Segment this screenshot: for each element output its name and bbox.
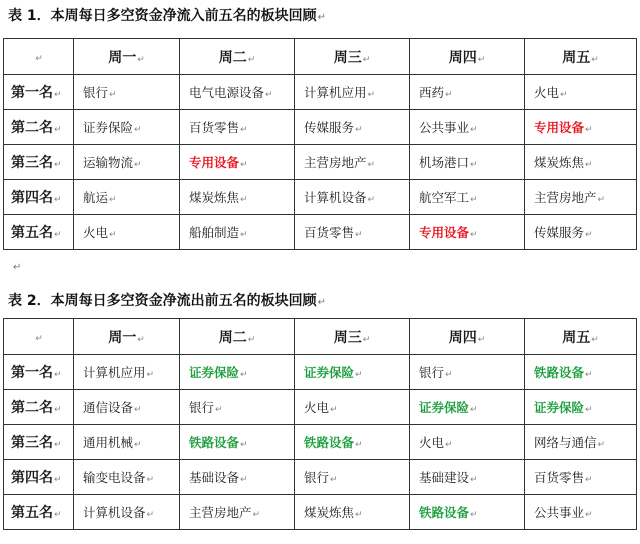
day-header-label: 周三	[333, 329, 362, 346]
sector-cell	[410, 180, 525, 215]
sector-cell	[525, 75, 637, 110]
sector-cell	[180, 495, 295, 530]
rank-label: 第三名	[11, 155, 53, 171]
day-header-cell	[410, 39, 525, 75]
cell-end-mark: ↵	[585, 160, 593, 170]
cell-end-mark: ↵	[470, 510, 478, 520]
sector-name: 百货零售	[534, 470, 585, 485]
cell-end-mark: ↵	[109, 90, 117, 100]
table-row	[4, 180, 637, 215]
cell-end-mark: ↵	[54, 90, 62, 100]
sector-name: 传媒服务	[534, 225, 585, 240]
sector-name: 航空军工	[419, 190, 470, 205]
sector-cell	[74, 145, 180, 180]
day-header-label: 周四	[448, 329, 477, 346]
day-header-label: 周五	[562, 329, 591, 346]
cell-end-mark: ↵	[54, 160, 62, 170]
cell-end-mark: ↵	[54, 510, 62, 520]
day-header-label: 周一	[108, 329, 137, 346]
sector-cell	[74, 460, 180, 495]
sector-name: 计算机应用	[304, 85, 367, 100]
cell-end-mark: ↵	[330, 405, 338, 415]
table-1-caption	[8, 6, 326, 28]
day-header-label: 周一	[108, 49, 137, 66]
cell-end-mark: ↵	[355, 510, 363, 520]
sector-name: 火电	[304, 400, 330, 415]
cell-end-mark: ↵	[470, 230, 478, 240]
rank-label: 第四名	[11, 470, 53, 486]
sector-cell	[410, 145, 525, 180]
return-mark: ↵	[317, 12, 327, 23]
sector-name: 运输物流	[83, 155, 134, 170]
cell-end-mark: ↵	[470, 195, 478, 205]
sector-cell	[410, 390, 525, 425]
sector-cell	[180, 180, 295, 215]
cell-end-mark: ↵	[560, 90, 568, 100]
cell-end-mark: ↵	[591, 54, 599, 65]
sector-cell	[74, 495, 180, 530]
table-row	[4, 215, 637, 250]
cell-end-mark: ↵	[477, 334, 486, 345]
sector-name: 传媒服务	[304, 120, 355, 135]
highlighted-sector-name: 铁路设备	[304, 435, 355, 450]
cell-end-mark: ↵	[240, 195, 248, 205]
cell-end-mark: ↵	[470, 160, 478, 170]
cell-end-mark: ↵	[367, 160, 376, 170]
sector-cell	[180, 460, 295, 495]
cell-end-mark: ↵	[247, 54, 256, 65]
sector-cell	[410, 425, 525, 460]
highlighted-sector-name: 铁路设备	[534, 365, 585, 380]
cell-end-mark: ↵	[585, 475, 593, 485]
sector-name: 主营房地产	[534, 190, 597, 205]
cell-end-mark: ↵	[54, 230, 62, 240]
cell-end-mark: ↵	[355, 370, 363, 380]
cell-end-mark: ↵	[54, 125, 62, 135]
sector-name: 百货零售	[304, 225, 355, 240]
cell-end-mark: ↵	[35, 53, 43, 64]
rank-header-cell	[4, 110, 74, 145]
sector-name: 航运	[83, 190, 109, 205]
cell-end-mark: ↵	[54, 405, 62, 415]
cell-end-mark: ↵	[355, 125, 363, 135]
sector-cell	[410, 355, 525, 390]
cell-end-mark: ↵	[445, 370, 453, 380]
sector-cell	[295, 390, 410, 425]
sector-name: 证券保险	[83, 120, 134, 135]
cell-end-mark: ↵	[445, 440, 453, 450]
cell-end-mark: ↵	[146, 370, 155, 380]
cell-end-mark: ↵	[54, 370, 62, 380]
sector-name: 煤炭炼焦	[534, 155, 585, 170]
rank-label: 第二名	[11, 400, 53, 416]
sector-name: 计算机应用	[83, 365, 146, 380]
cell-end-mark: ↵	[134, 125, 142, 135]
sector-cell	[525, 145, 637, 180]
sector-name: 网络与通信	[534, 435, 597, 450]
cell-end-mark: ↵	[330, 475, 338, 485]
sector-cell	[180, 215, 295, 250]
cell-end-mark: ↵	[585, 510, 593, 520]
cell-end-mark: ↵	[470, 475, 478, 485]
sector-name: 银行	[83, 85, 109, 100]
cell-end-mark: ↵	[35, 333, 43, 344]
sector-cell	[74, 390, 180, 425]
sector-name: 基础设备	[189, 470, 240, 485]
rank-label: 第五名	[11, 225, 53, 241]
rank-header-cell	[4, 495, 74, 530]
sector-cell	[410, 110, 525, 145]
sector-cell	[74, 425, 180, 460]
cell-end-mark: ↵	[109, 230, 117, 240]
highlighted-sector-name: 铁路设备	[419, 505, 470, 520]
sector-name: 百货零售	[189, 120, 240, 135]
sector-cell	[295, 495, 410, 530]
cell-end-mark: ↵	[240, 160, 248, 170]
rank-label: 第五名	[11, 505, 53, 521]
rank-label: 第四名	[11, 190, 53, 206]
table-row	[4, 390, 637, 425]
cell-end-mark: ↵	[54, 475, 62, 485]
sector-cell	[525, 110, 637, 145]
sector-cell	[74, 180, 180, 215]
cell-end-mark: ↵	[240, 125, 248, 135]
day-header-label: 周四	[448, 49, 477, 66]
sector-name: 银行	[304, 470, 330, 485]
rank-header-cell	[4, 145, 74, 180]
sector-name: 公共事业	[534, 505, 585, 520]
cell-end-mark: ↵	[591, 334, 599, 345]
cell-end-mark: ↵	[134, 405, 142, 415]
cell-end-mark: ↵	[585, 125, 593, 135]
sector-name: 西药	[419, 85, 445, 100]
cell-end-mark: ↵	[367, 90, 376, 100]
sector-cell	[295, 460, 410, 495]
cell-end-mark: ↵	[215, 405, 223, 415]
sector-cell	[525, 215, 637, 250]
highlighted-sector-name: 证券保险	[189, 365, 240, 380]
cell-end-mark: ↵	[265, 90, 273, 100]
cell-end-mark: ↵	[362, 54, 371, 65]
cell-end-mark: ↵	[367, 195, 376, 205]
cell-end-mark: ↵	[240, 230, 248, 240]
sector-cell	[74, 215, 180, 250]
sector-cell	[74, 110, 180, 145]
highlighted-sector-name: 铁路设备	[189, 435, 240, 450]
sector-cell	[525, 390, 637, 425]
sector-name: 计算机设备	[83, 505, 146, 520]
day-header-cell	[180, 319, 295, 355]
sector-name: 银行	[189, 400, 215, 415]
cell-end-mark: ↵	[134, 160, 142, 170]
return-mark: ↵	[317, 297, 327, 308]
cell-end-mark: ↵	[247, 334, 256, 345]
sector-cell	[410, 495, 525, 530]
day-header-cell	[74, 39, 180, 75]
table-row	[4, 110, 637, 145]
cell-end-mark: ↵	[240, 370, 248, 380]
corner-cell	[4, 39, 74, 75]
day-header-cell	[525, 39, 637, 75]
outflow-table	[3, 318, 637, 530]
sector-cell	[525, 180, 637, 215]
cell-end-mark: ↵	[477, 54, 486, 65]
sector-cell	[74, 75, 180, 110]
sector-cell	[295, 215, 410, 250]
rank-label: 第二名	[11, 120, 53, 136]
sector-cell	[525, 495, 637, 530]
day-header-label: 周五	[562, 49, 591, 66]
sector-name: 煤炭炼焦	[304, 505, 355, 520]
highlighted-sector-name: 专用设备	[189, 155, 240, 170]
sector-cell	[180, 425, 295, 460]
sector-name: 火电	[534, 85, 560, 100]
sector-cell	[180, 145, 295, 180]
table-row	[4, 75, 637, 110]
cell-end-mark: ↵	[240, 475, 248, 485]
cell-end-mark: ↵	[362, 334, 371, 345]
sector-name: 公共事业	[419, 120, 470, 135]
rank-header-cell	[4, 215, 74, 250]
cell-end-mark: ↵	[585, 405, 593, 415]
table-row	[4, 495, 637, 530]
day-header-cell	[295, 39, 410, 75]
cell-end-mark: ↵	[134, 440, 142, 450]
cell-end-mark: ↵	[109, 195, 117, 205]
sector-cell	[74, 355, 180, 390]
table-row	[4, 145, 637, 180]
day-header-label: 周二	[218, 49, 247, 66]
sector-cell	[180, 355, 295, 390]
rank-label: 第一名	[11, 365, 53, 381]
rank-header-cell	[4, 460, 74, 495]
sector-cell	[295, 180, 410, 215]
sector-cell	[410, 215, 525, 250]
highlighted-sector-name: 证券保险	[304, 365, 355, 380]
rank-label: 第一名	[11, 85, 53, 101]
sector-cell	[180, 110, 295, 145]
cell-end-mark: ↵	[585, 370, 593, 380]
day-header-cell	[180, 39, 295, 75]
day-header-cell	[295, 319, 410, 355]
sector-cell	[295, 355, 410, 390]
cell-end-mark: ↵	[137, 334, 145, 345]
sector-cell	[295, 425, 410, 460]
cell-end-mark: ↵	[355, 230, 363, 240]
paragraph-mark: ↵	[13, 262, 22, 273]
highlighted-sector-name: 证券保险	[419, 400, 470, 415]
table-row	[4, 460, 637, 495]
sector-name: 基础建设	[419, 470, 470, 485]
sector-cell	[410, 75, 525, 110]
cell-end-mark: ↵	[470, 125, 478, 135]
cell-end-mark: ↵	[54, 440, 62, 450]
table-2-caption-text: 表 2．本周每日多空资金净流出前五名的板块回顾	[8, 293, 317, 309]
sector-cell	[295, 110, 410, 145]
sector-cell	[525, 425, 637, 460]
sector-name: 煤炭炼焦	[189, 190, 240, 205]
highlighted-sector-name: 专用设备	[534, 120, 585, 135]
sector-cell	[410, 460, 525, 495]
sector-cell	[525, 355, 637, 390]
highlighted-sector-name: 专用设备	[419, 225, 470, 240]
rank-header-cell	[4, 180, 74, 215]
table-row	[4, 355, 637, 390]
sector-name: 船舶制造	[189, 225, 240, 240]
table-row	[4, 425, 637, 460]
rank-header-cell	[4, 355, 74, 390]
sector-cell	[525, 460, 637, 495]
corner-cell	[4, 319, 74, 355]
cell-end-mark: ↵	[252, 510, 261, 520]
cell-end-mark: ↵	[597, 195, 606, 205]
cell-end-mark: ↵	[445, 90, 453, 100]
cell-end-mark: ↵	[54, 195, 62, 205]
sector-name: 银行	[419, 365, 445, 380]
sector-name: 通用机械	[83, 435, 134, 450]
sector-name: 计算机设备	[304, 190, 367, 205]
header-row	[4, 39, 637, 75]
header-row	[4, 319, 637, 355]
cell-end-mark: ↵	[137, 54, 145, 65]
sector-cell	[180, 75, 295, 110]
sector-name: 主营房地产	[189, 505, 252, 520]
highlighted-sector-name: 证券保险	[534, 400, 585, 415]
rank-label: 第三名	[11, 435, 53, 451]
sector-name: 电气电源设备	[189, 85, 265, 100]
rank-header-cell	[4, 390, 74, 425]
day-header-cell	[525, 319, 637, 355]
cell-end-mark: ↵	[146, 510, 155, 520]
sector-name: 火电	[419, 435, 445, 450]
cell-end-mark: ↵	[597, 440, 606, 450]
cell-end-mark: ↵	[470, 405, 478, 415]
sector-name: 主营房地产	[304, 155, 367, 170]
rank-header-cell	[4, 75, 74, 110]
cell-end-mark: ↵	[355, 440, 363, 450]
sector-name: 通信设备	[83, 400, 134, 415]
sector-name: 火电	[83, 225, 109, 240]
cell-end-mark: ↵	[240, 440, 248, 450]
inflow-table	[3, 38, 637, 250]
day-header-cell	[410, 319, 525, 355]
sector-name: 输变电设备	[83, 470, 146, 485]
sector-name: 机场港口	[419, 155, 470, 170]
cell-end-mark: ↵	[146, 475, 155, 485]
cell-end-mark: ↵	[585, 230, 593, 240]
sector-cell	[295, 75, 410, 110]
table-2-caption	[8, 291, 326, 313]
sector-cell	[180, 390, 295, 425]
day-header-label: 周三	[333, 49, 362, 66]
table-1-caption-text: 表 1．本周每日多空资金净流入前五名的板块回顾	[8, 8, 317, 24]
sector-cell	[295, 145, 410, 180]
day-header-label: 周二	[218, 329, 247, 346]
rank-header-cell	[4, 425, 74, 460]
day-header-cell	[74, 319, 180, 355]
